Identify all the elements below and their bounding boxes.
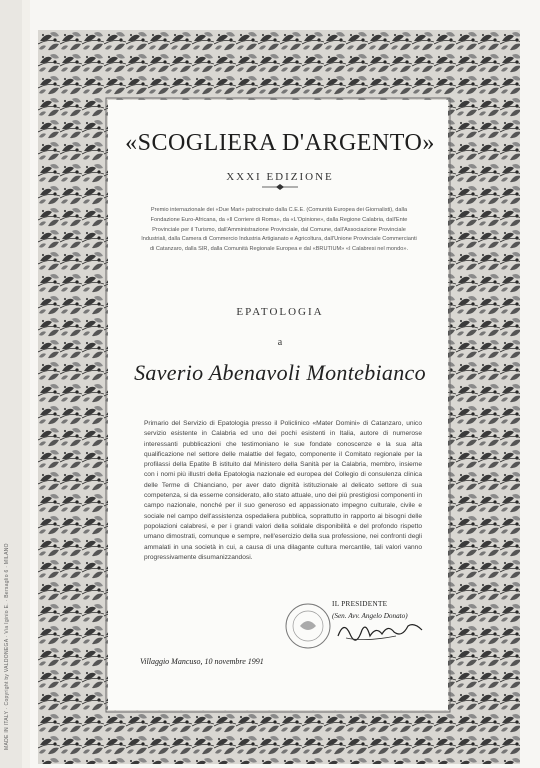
president-title: IL PRESIDENTE (332, 600, 388, 608)
handwritten-signature (336, 618, 426, 644)
award-motivation: Primario del Servizio di Epatologia presso il Policlinico «Mater Domini» di Catanzaro, unico servizio esistente in Calabria ed uno dei pochi esistenti in Italia, autore di numerose interessanti pubblicazioni che testimoniano le sue fondate conoscenze e la sua alta qualificazione nel settore delle malattie del fegato, componente il Comitato regionale per la profilassi della Epatite B istituito dal Ministero della Sanità per la Calabria, membro, insieme con i nomi più illustri della Epatologia nazionale ed europea del Collegio di consulenza clinica delle Terme di Chianciano, per aver dato dignità istituzionale al delicato settore di sua competenza, si da esserne considerato, allo stato attuale, uno dei più prestigiosi componenti in campo nazionale, nonché per il suo generoso ed appassionato impegno culturale, civile e sociale nel campo dell'assistenza ospedaliera pubblica, soprattutto in rapporto ai bisogni delle popolazioni calabresi, e per i grandi valori della solidale disponibilità e del profondo rispetto umano dimostrati, comunque e sempre, nell'esercizio della sua professione, nei confronti degli ammalati in una società in cui, a causa di una dilagante cultura mercantile, tali valori vanno progressivamente disumanizzandosi. (144, 420, 422, 561)
president-name: (Sen. Avv. Angelo Donato) (332, 612, 408, 620)
award-category: EPATOLOGIA (236, 306, 324, 318)
side-imprint (4, 543, 14, 750)
certificate-title: «SCOGLIERA D'ARGENTO» (125, 130, 435, 156)
award-patronage-text: Premio internazionale dei «Due Mari» patrocinato dalla C.E.E. (Comunità Europea dei Giornalisti), dalla Fondazione Euro-Africana, da «Il Corriere di Roma», da «L'Opinione», dalla Regione Calabria, dall'Ente Provinciale per il Turismo, dall'Amministrazione Provinciale, dal Comune, dall'Associazione Provinciale Industriali, dalla Camera di Commercio Industria Artigianato e Agricoltura, dall'Unione Provinciale Commercianti di Catanzaro, dalla SIR, dalla Comunità Regionale Europea e dal «BRUTIUM» «I Calabresi nel mondo». (141, 207, 417, 253)
recipient-name: Saverio Abenavoli Montebianco (134, 360, 426, 385)
edition-label: XXXI EDIZIONE (226, 171, 334, 183)
ornament-divider-icon (262, 184, 298, 190)
official-seal-icon (280, 600, 336, 652)
place-and-date: Villaggio Mancuso, 10 novembre 1991 (140, 657, 264, 666)
side-imprint-text: MADE IN ITALY · Copyright by VALDONEGA · Via Iginio E. · Bersaglio 6 · MILANO (4, 543, 10, 750)
connector-word: a (277, 337, 283, 348)
